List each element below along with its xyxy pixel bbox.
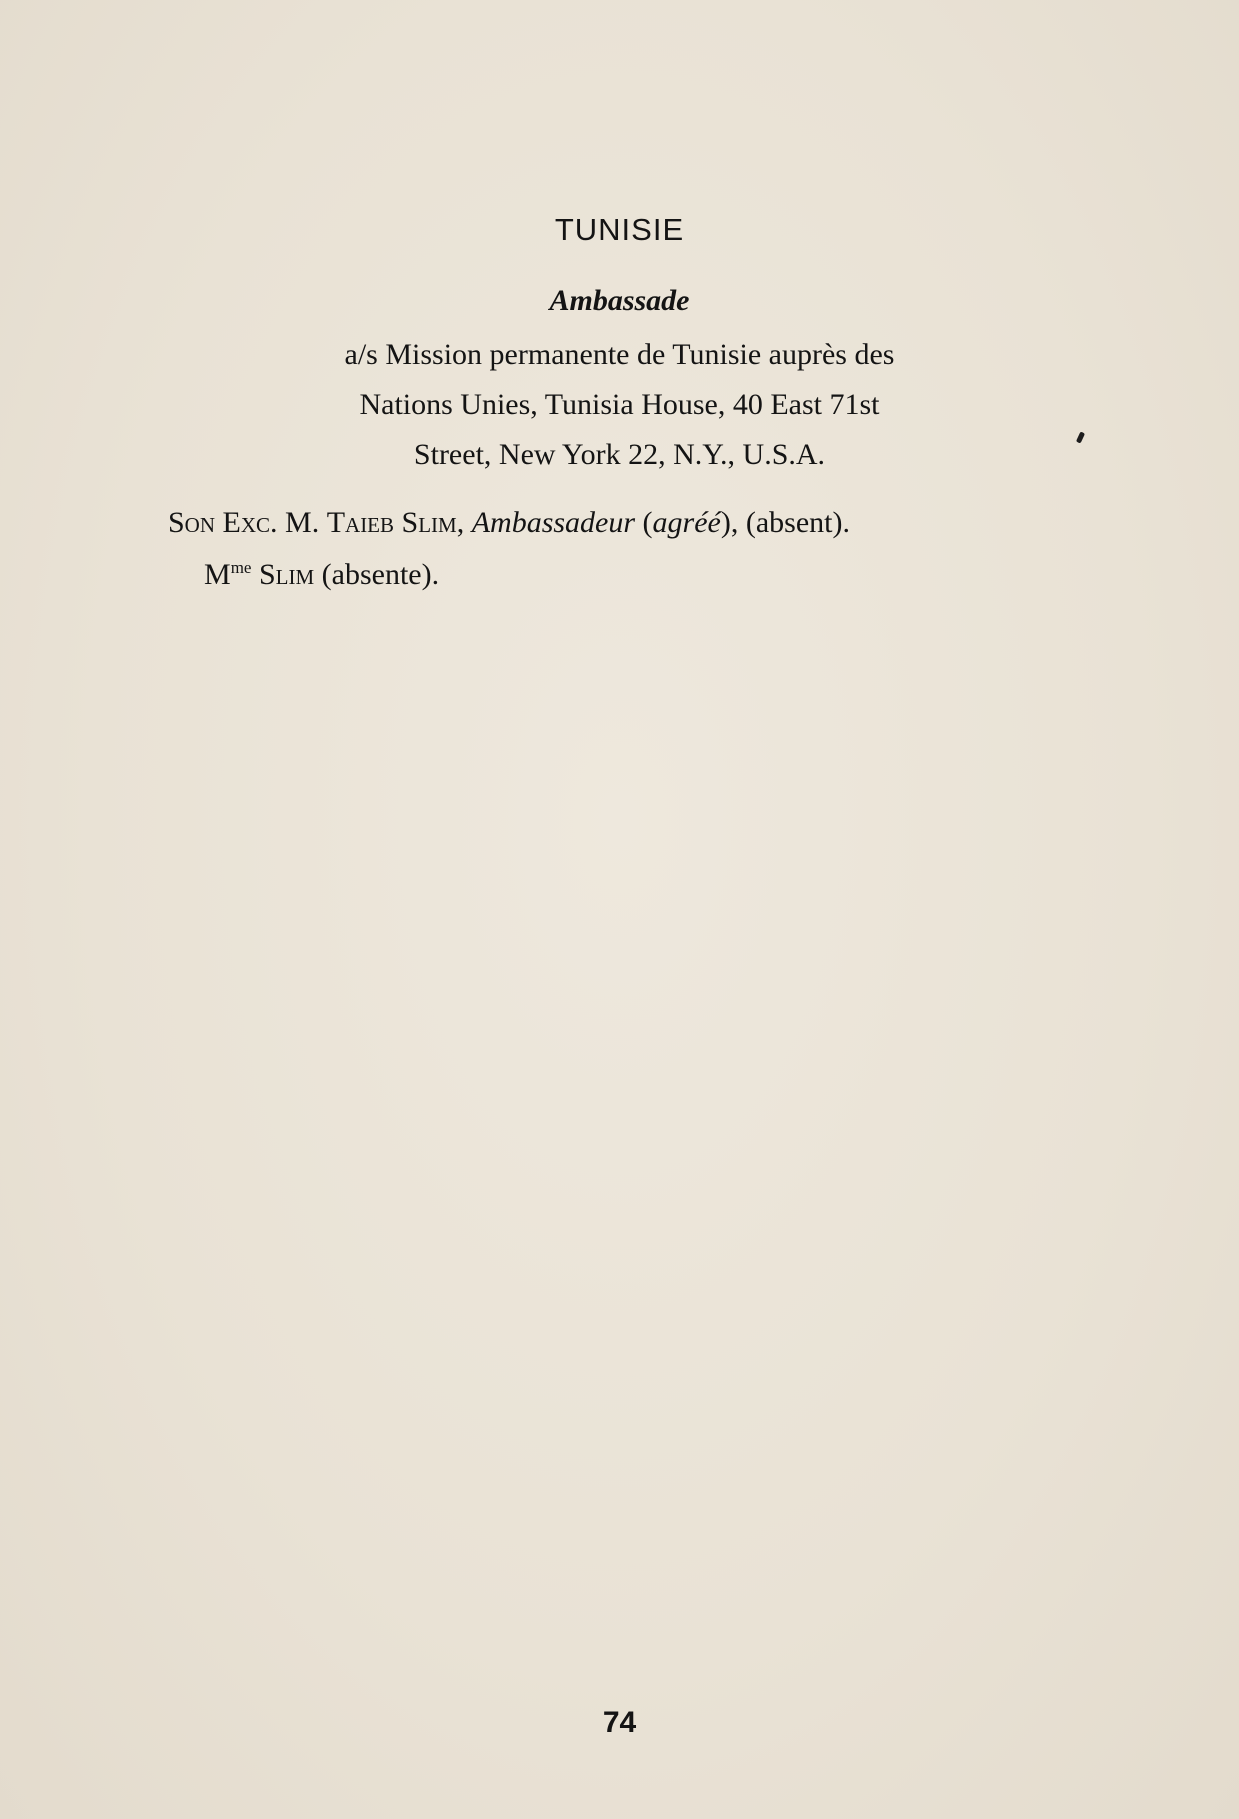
address-line: Nations Unies, Tunisia House, 40 East 71st	[359, 388, 880, 421]
country-heading: TUNISIE	[554, 212, 685, 247]
page-number: 74	[602, 1706, 637, 1739]
address-block	[200, 330, 1039, 480]
address-line: Street, New York 22, N.Y., U.S.A.	[413, 438, 826, 471]
ambassador-title: Son Exc. M.	[168, 506, 320, 539]
spouse-salutation-sup: me	[230, 558, 252, 577]
ambassador-status: agréé	[652, 506, 721, 539]
spouse-salutation: M	[204, 558, 231, 591]
ambassador-note: (absent).	[745, 506, 850, 539]
ink-mark	[1076, 431, 1085, 443]
ambassador-name: Taieb Slim,	[326, 506, 465, 539]
spouse-note: (absente).	[321, 558, 440, 591]
address-line: a/s Mission permanente de Tunisie auprès des	[344, 338, 895, 371]
ambassador-role: Ambassadeur	[471, 506, 636, 539]
spouse-name: Slim	[258, 558, 315, 591]
spouse-entry	[204, 547, 1004, 596]
ambassador-entry: Son Exc. M. Taieb Slim, Ambassadeur (agréé), (absent).	[168, 506, 850, 539]
section-subheading: Ambassade	[549, 284, 690, 317]
